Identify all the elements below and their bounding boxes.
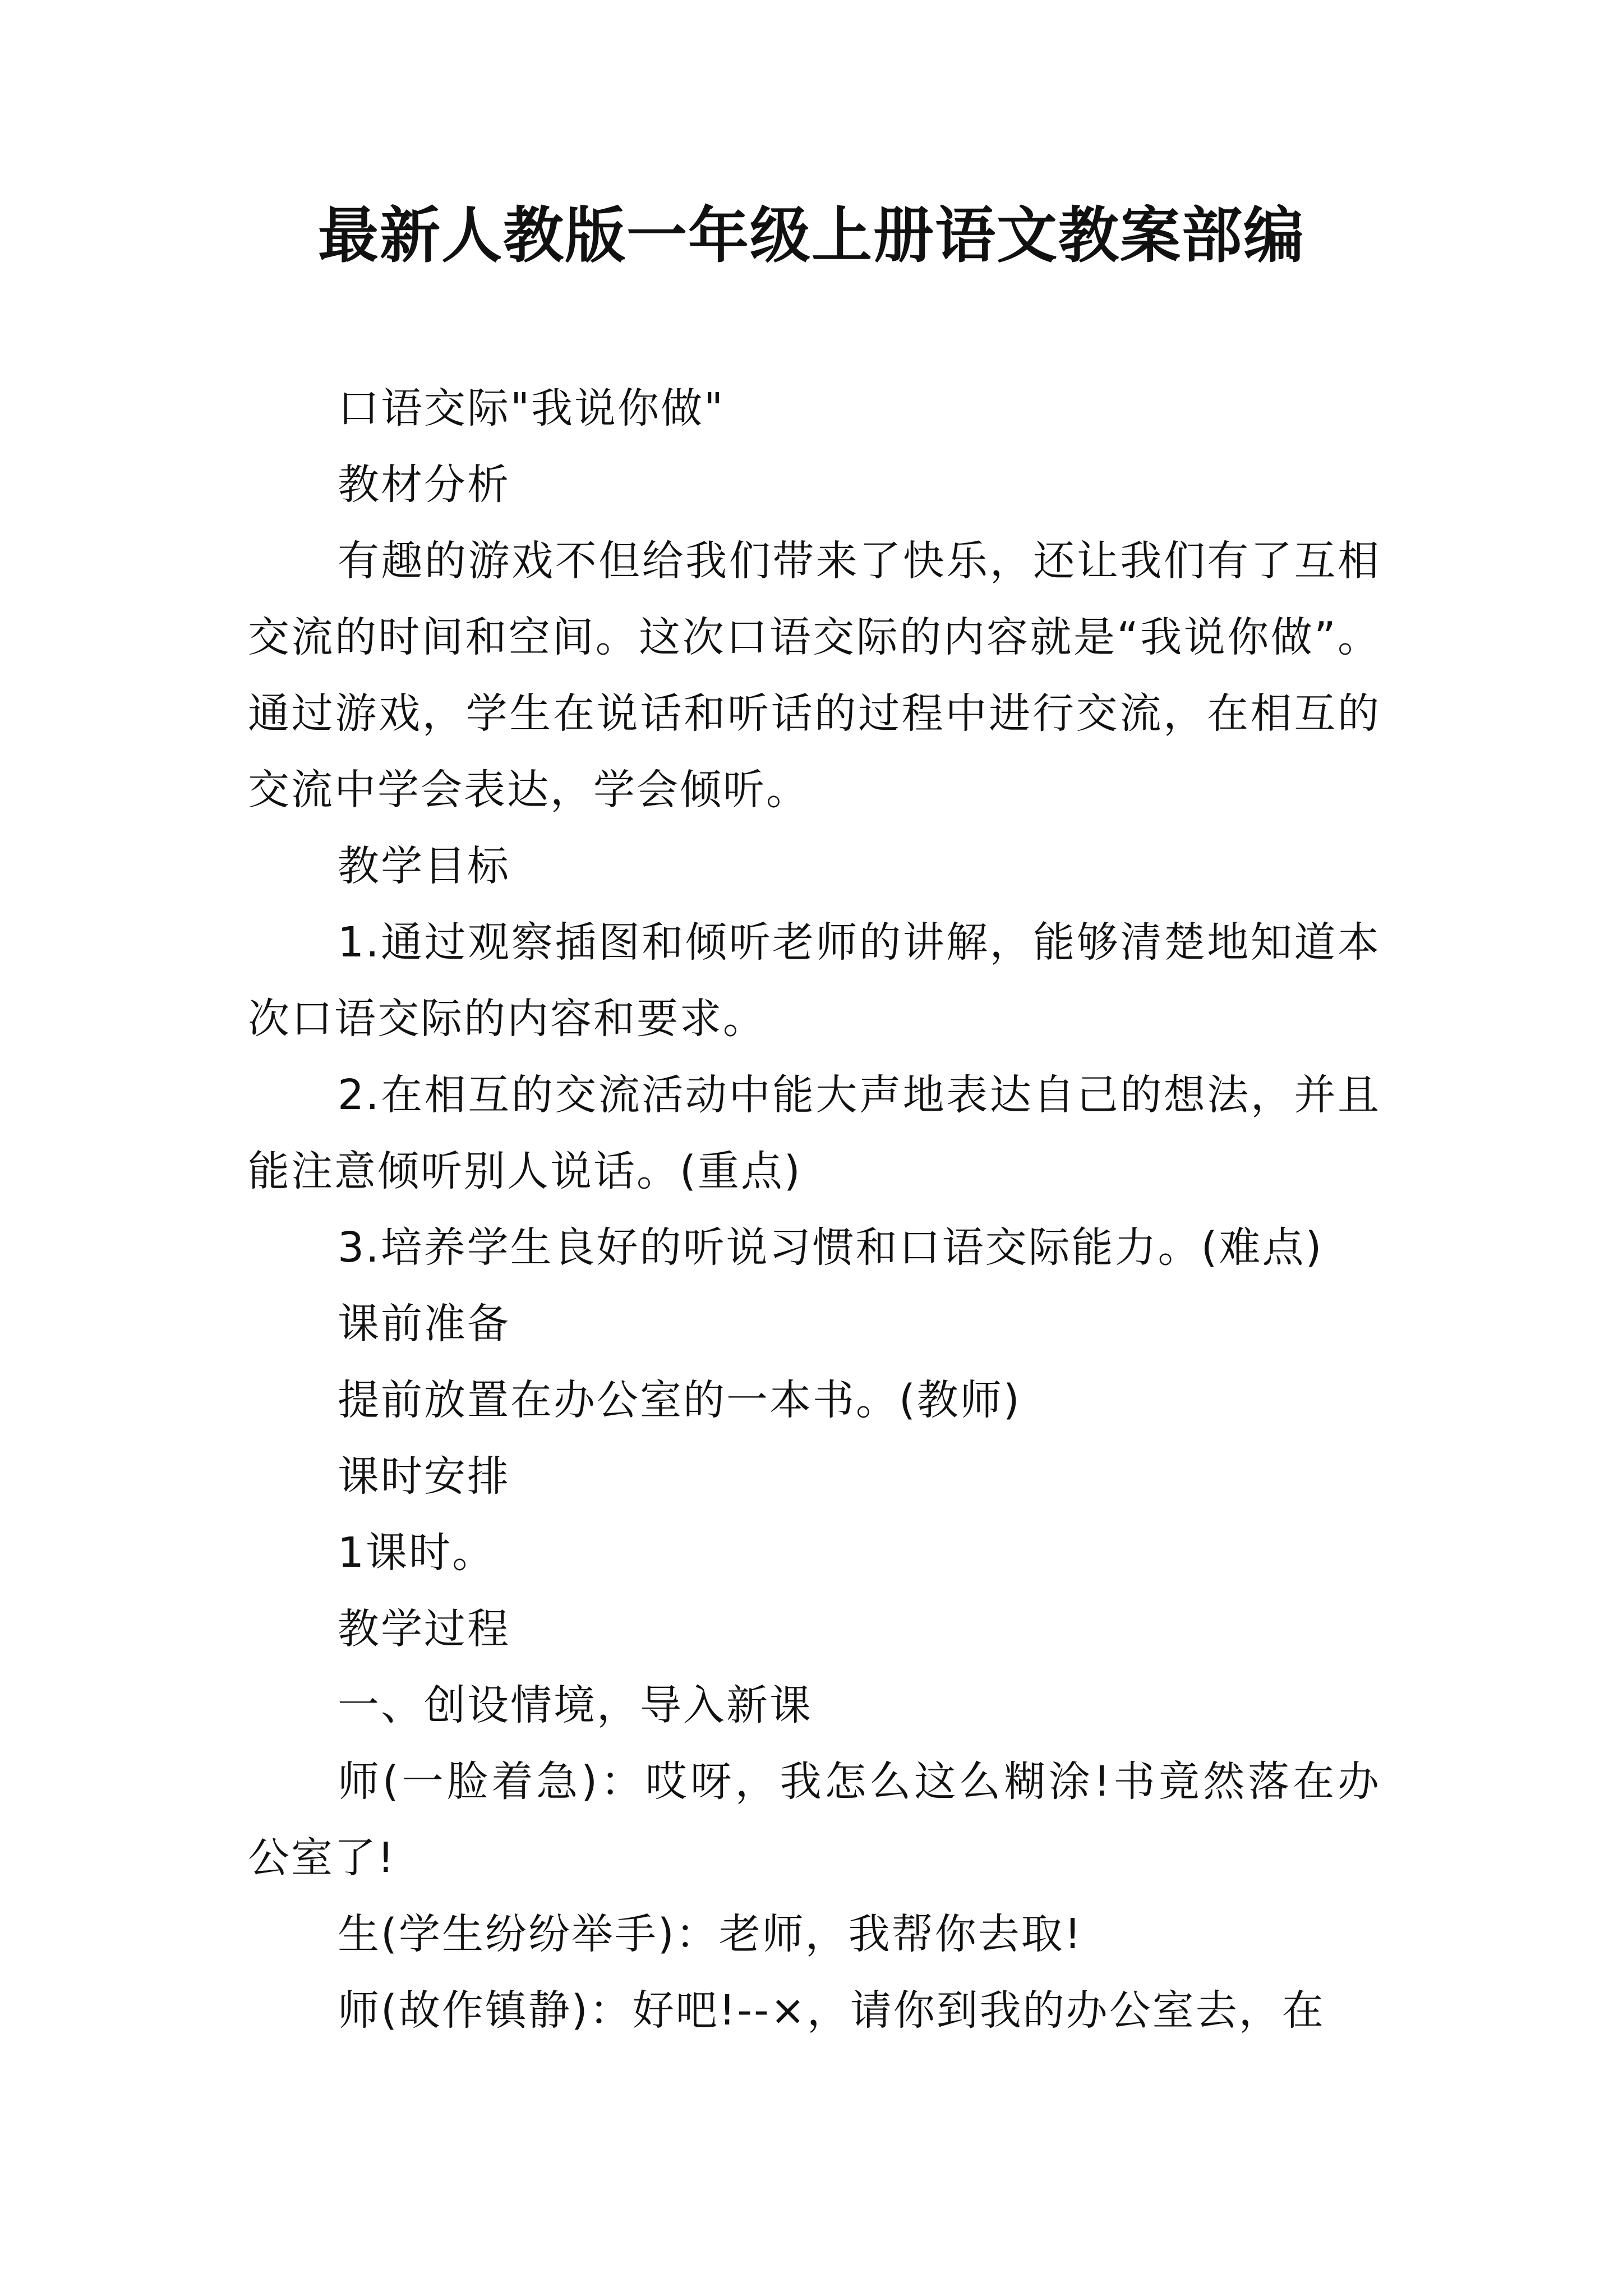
paragraph-schedule: 1课时。 [338, 1529, 496, 1577]
paragraph-material-analysis-heading: 教材分析 [338, 461, 510, 509]
paragraph-schedule-heading: 课时安排 [338, 1452, 510, 1501]
paragraph-preparation: 提前放置在办公室的一本书。(教师) [338, 1376, 1021, 1424]
document-title: 最新人教版一年级上册语文教案部编 [317, 200, 1305, 271]
paragraph-step-1-heading: 一、创设情境，导入新课 [338, 1681, 813, 1729]
paragraph-teaching-goals-heading: 教学目标 [338, 842, 510, 890]
paragraph-process-heading: 教学过程 [338, 1605, 510, 1653]
paragraph-dialogue-3: 师(故作镇静)：好吧!--×，请你到我的办公室去，在 [338, 1986, 1325, 2035]
document-body [248, 370, 1381, 2049]
paragraph-dialogue-1: 师(一脸着急)：哎呀，我怎么这么糊涂!书竟然落在办公室了! [248, 1757, 1381, 1882]
paragraph-material-analysis: 有趣的游戏不但给我们带来了快乐，还让我们有了互相交流的时间和空间。这次口语交际的内容就是“我说你做”。通过游戏，学生在说话和听话的过程中进行交流，在相互的交流中学会表达，学会倾听。 [248, 537, 1381, 814]
paragraph-goal-3: 3.培养学生良好的听说习惯和口语交际能力。(难点) [338, 1223, 1324, 1272]
paragraph-goal-1: 1.通过观察插图和倾听老师的讲解，能够清楚地知道本次口语交际的内容和要求。 [248, 918, 1381, 1043]
paragraph-dialogue-2: 生(学生纷纷举手)：老师，我帮你去取! [338, 1910, 1083, 1958]
paragraph-oral-communication-heading: 口语交际"我说你做" [338, 384, 725, 432]
paragraph-preparation-heading: 课前准备 [338, 1300, 510, 1348]
paragraph-goal-2: 2.在相互的交流活动中能大声地表达自己的想法，并且能注意倾听别人说话。(重点) [248, 1071, 1381, 1195]
